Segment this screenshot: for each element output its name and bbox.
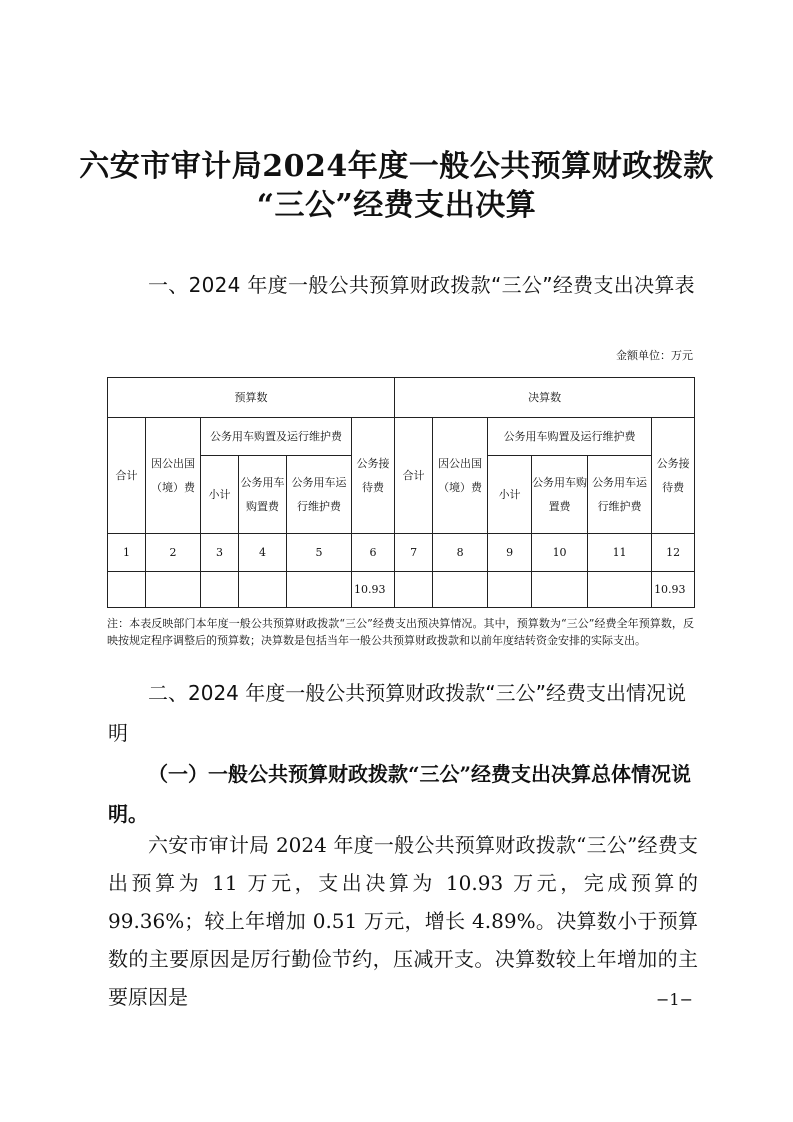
header-vehicle-operation-final: 公务用车运行维护费	[588, 456, 652, 534]
three-public-expenses-table	[107, 377, 695, 608]
body-paragraph: 六安市审计局 2024 年度一般公共预算财政拨款“三公”经费支出预算为 11 万元，支出决算为 10.93 万元，完成预算的 99.36%；较上年增加 0.51 万元，增长 4.89%。决算数小于预算数的主要原因是厉行勤俭节约，压减开支。决算数较上年增加的主要原因是	[108, 833, 698, 1009]
header-vehicle-purchase-final: 公务用车购置费	[532, 456, 588, 534]
header-vehicle-purchase-budget: 公务用车购置费	[239, 456, 287, 534]
header-final: 决算数	[395, 378, 695, 418]
header-abroad-final: 因公出国（境）费	[433, 418, 488, 534]
value-cell	[146, 572, 201, 608]
unit-label: 金额单位：万元	[616, 349, 693, 362]
document-title-line2: “三公”经费支出决算	[256, 188, 537, 223]
header-vehicle-group-final: 公务用车购置及运行维护费	[488, 418, 652, 456]
value-cell	[201, 572, 239, 608]
section2-heading: 二、2024 年度一般公共预算财政拨款“三公”经费支出情况说明	[108, 681, 686, 745]
col-number: 12	[652, 534, 695, 572]
col-number: 2	[146, 534, 201, 572]
value-cell	[532, 572, 588, 608]
value-cell	[488, 572, 532, 608]
document-title-line1: 六安市审计局2024年度一般公共预算财政拨款	[79, 149, 714, 184]
col-number: 5	[287, 534, 352, 572]
header-budget: 预算数	[108, 378, 395, 418]
value-cell	[287, 572, 352, 608]
col-number: 11	[588, 534, 652, 572]
header-abroad-budget: 因公出国（境）费	[146, 418, 201, 534]
value-cell	[239, 572, 287, 608]
value-cell-reception-final: 10.93	[652, 572, 695, 608]
header-total-final: 合计	[395, 418, 433, 534]
header-subtotal-budget: 小计	[201, 456, 239, 534]
header-reception-budget: 公务接待费	[352, 418, 395, 534]
value-cell	[108, 572, 146, 608]
col-number: 3	[201, 534, 239, 572]
header-subtotal-final: 小计	[488, 456, 532, 534]
header-total-budget: 合计	[108, 418, 146, 534]
header-reception-final: 公务接待费	[652, 418, 695, 534]
value-cell	[395, 572, 433, 608]
value-cell-reception-budget: 10.93	[352, 572, 395, 608]
col-number: 9	[488, 534, 532, 572]
header-vehicle-operation-budget: 公务用车运行维护费	[287, 456, 352, 534]
col-number: 7	[395, 534, 433, 572]
col-number: 10	[532, 534, 588, 572]
col-number: 4	[239, 534, 287, 572]
value-cell	[433, 572, 488, 608]
page-number: −1−	[656, 990, 693, 1009]
col-number: 1	[108, 534, 146, 572]
col-number: 8	[433, 534, 488, 572]
col-number: 6	[352, 534, 395, 572]
table-note: 注：本表反映部门本年度一般公共预算财政拨款“三公”经费支出预决算情况。其中，预算数为“三公”经费全年预算数，反映按规定程序调整后的预算数；决算数是包括当年一般公共预算财政拨款和以前年度结转资金安排的实际支出。	[107, 617, 694, 647]
header-vehicle-group-budget: 公务用车购置及运行维护费	[201, 418, 352, 456]
section1-heading: 一、2024 年度一般公共预算财政拨款“三公”经费支出决算表	[148, 273, 695, 297]
subsection1-heading: （一）一般公共预算财政拨款“三公”经费支出决算总体情况说明。	[108, 762, 692, 826]
value-cell	[588, 572, 652, 608]
